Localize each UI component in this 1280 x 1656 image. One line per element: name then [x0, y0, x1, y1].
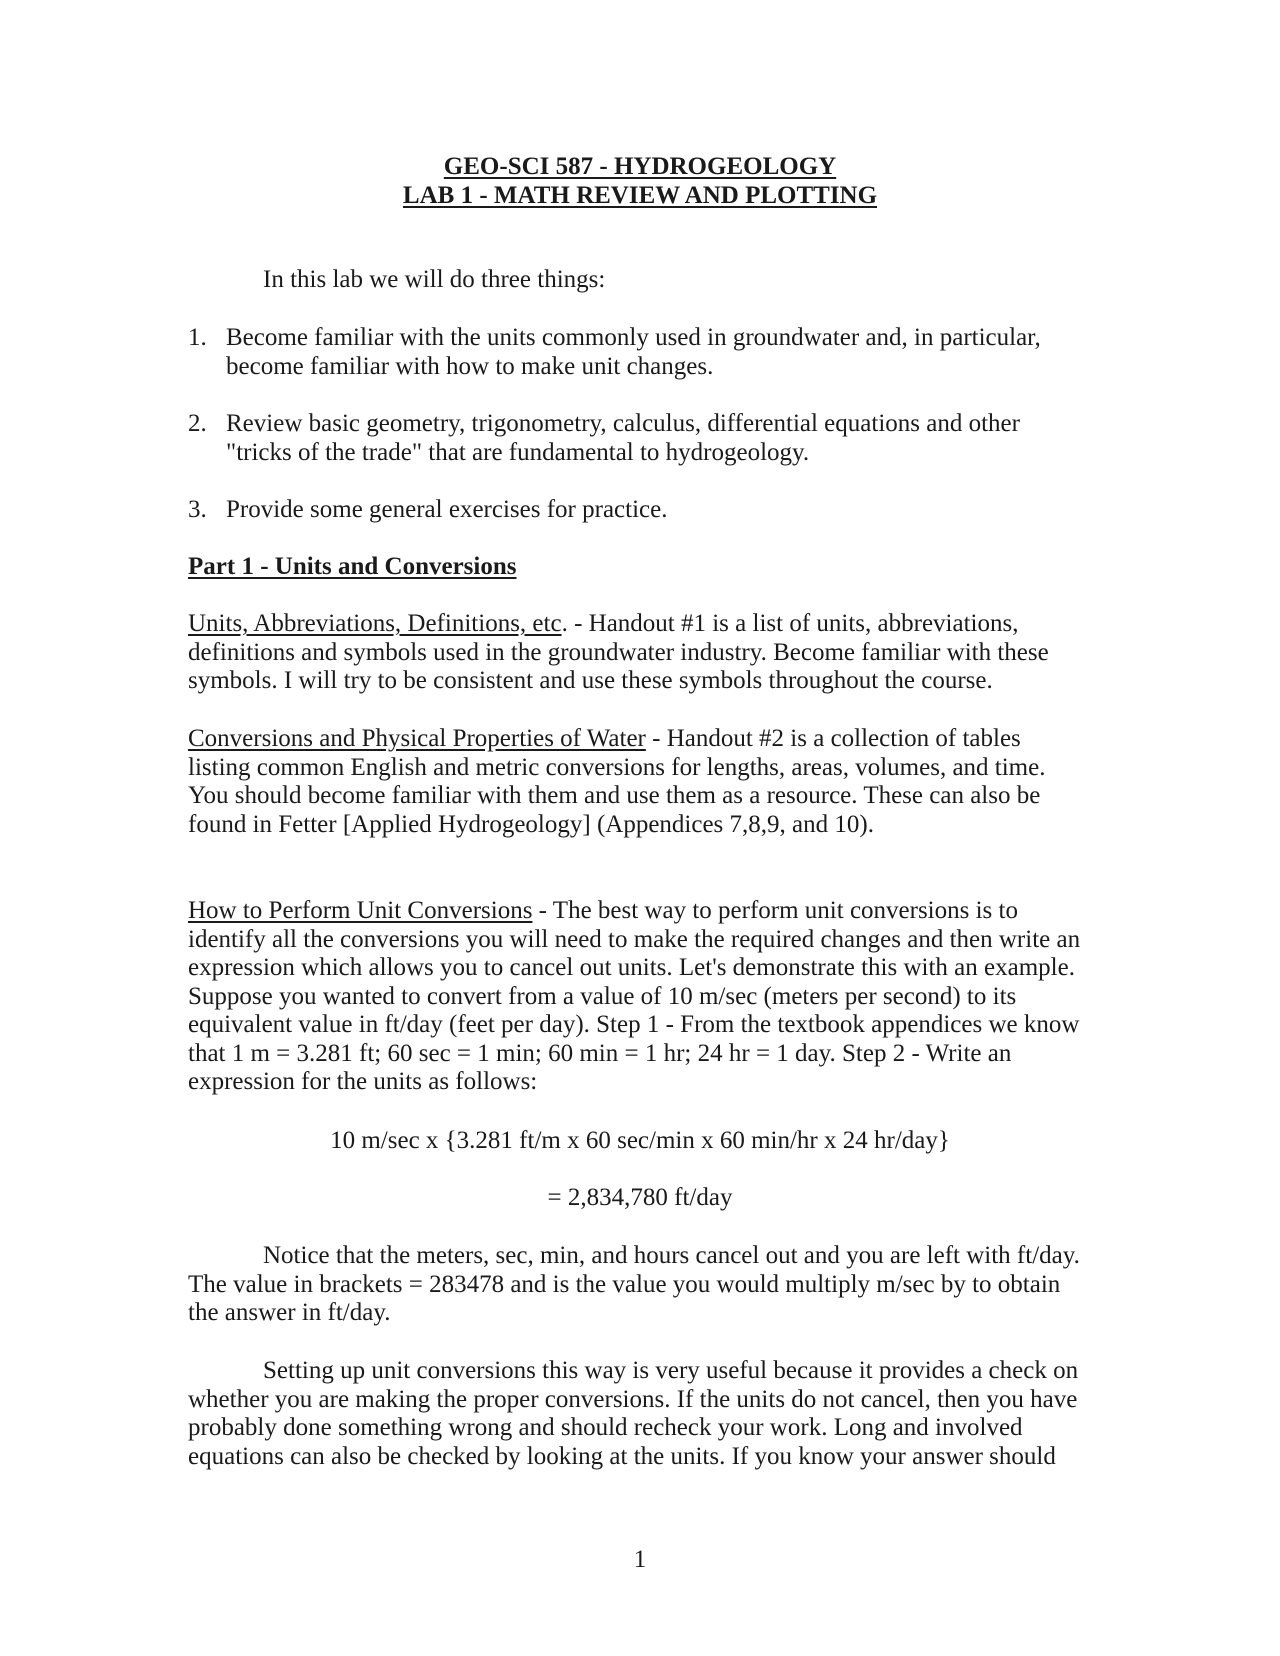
document-header [0, 152, 1280, 210]
lab-title: LAB 1 - MATH REVIEW AND PLOTTING [402, 182, 878, 209]
paragraph-line [188, 725, 1098, 754]
list-text [226, 496, 667, 525]
paragraph-line: definitions and symbols used in the groundwater industry. Become familiar with these [188, 638, 1049, 666]
conversions-paragraph [188, 725, 1098, 839]
paragraph-line: You should become familiar with them and use them as a resource. These can also be [188, 782, 1041, 809]
paragraph-line: found in Fetter [Applied Hydrogeology] (Appendices 7,8,9, and 10). [188, 810, 874, 838]
paragraph-line: expression for the units as follows: [188, 1068, 538, 1095]
page-number: 1 [633, 1546, 647, 1573]
notice-paragraph [188, 1242, 1098, 1328]
list-line: Become familiar with the units commonly used in groundwater and, in particular, [226, 324, 1041, 351]
how-to-title: How to Perform Unit Conversions [188, 897, 533, 924]
paragraph-line: expression which allows you to cancel out units. Let's demonstrate this with an example. [188, 954, 1075, 981]
paragraph-line: the answer in ft/day. [188, 1299, 391, 1326]
conversions-title: Conversions and Physical Properties of Water [188, 725, 646, 752]
paragraph-line: Notice that the meters, sec, min, and hours cancel out and you are left with ft/day. [263, 1242, 1080, 1269]
how-to-paragraph [188, 897, 1098, 1097]
list-line: Provide some general exercises for practice. [226, 496, 668, 523]
list-number: 1. [188, 324, 207, 351]
paragraph-line [188, 897, 1098, 926]
units-paragraph [188, 610, 1098, 696]
intro-text: In this lab we will do three things: [263, 266, 606, 293]
list-line: "tricks of the trade" that are fundamental to hydrogeology. [226, 438, 810, 466]
paragraph-line: whether you are making the proper conversions. If the units do not cancel, then you have [188, 1385, 1078, 1413]
section-heading: Part 1 - Units and Conversions [188, 553, 517, 580]
paragraph-line: listing common English and metric conversions for lengths, areas, volumes, and time. [188, 753, 1046, 781]
paragraph-line: equivalent value in ft/day (feet per day). Step 1 - From the textbook appendices we know [188, 1011, 1080, 1038]
paragraph-line: identify all the conversions you will need to make the required changes and then write an [188, 925, 1081, 953]
paragraph-text: - The best way to perform unit conversions is to [532, 897, 1018, 924]
units-title: Units, Abbreviations, Definitions, etc [188, 610, 562, 637]
paragraph-line: that 1 m = 3.281 ft; 60 sec = 1 min; 60 min = 1 hr; 24 hr = 1 day. Step 2 - Write an [188, 1039, 1012, 1067]
list-number: 2. [188, 410, 207, 437]
list-text [226, 324, 1041, 381]
list-line: Review basic geometry, trigonometry, calculus, differential equations and other [226, 410, 1020, 437]
conversion-equation: 10 m/sec x {3.281 ft/m x 60 sec/min x 60 min/hr x 24 hr/day} [330, 1127, 950, 1154]
list-line: become familiar with how to make unit changes. [226, 352, 714, 380]
paragraph-line: Setting up unit conversions this way is very useful because it provides a check on [263, 1357, 1079, 1384]
paragraph-line [188, 610, 1098, 639]
paragraph-line: The value in brackets = 283478 and is the value you would multiply m/sec by to obtain [188, 1270, 1061, 1298]
paragraph-line: probably done something wrong and should recheck your work. Long and involved [188, 1414, 1023, 1441]
paragraph-text: - Handout #2 is a collection of tables [645, 725, 1021, 752]
conversion-result: = 2,834,780 ft/day [547, 1184, 733, 1211]
paragraph-line: equations can also be checked by looking at the units. If you know your answer should [188, 1442, 1056, 1470]
list-number: 3. [188, 496, 207, 523]
paragraph-text: . - Handout #1 is a list of units, abbreviations, [561, 610, 1019, 637]
setting-up-paragraph [188, 1357, 1098, 1471]
course-title: GEO-SCI 587 - HYDROGEOLOGY [443, 153, 837, 180]
paragraph-line: symbols. I will try to be consistent and use these symbols throughout the course. [188, 667, 993, 694]
paragraph-line: Suppose you wanted to convert from a value of 10 m/sec (meters per second) to its [188, 982, 1017, 1010]
list-text [226, 410, 1020, 467]
